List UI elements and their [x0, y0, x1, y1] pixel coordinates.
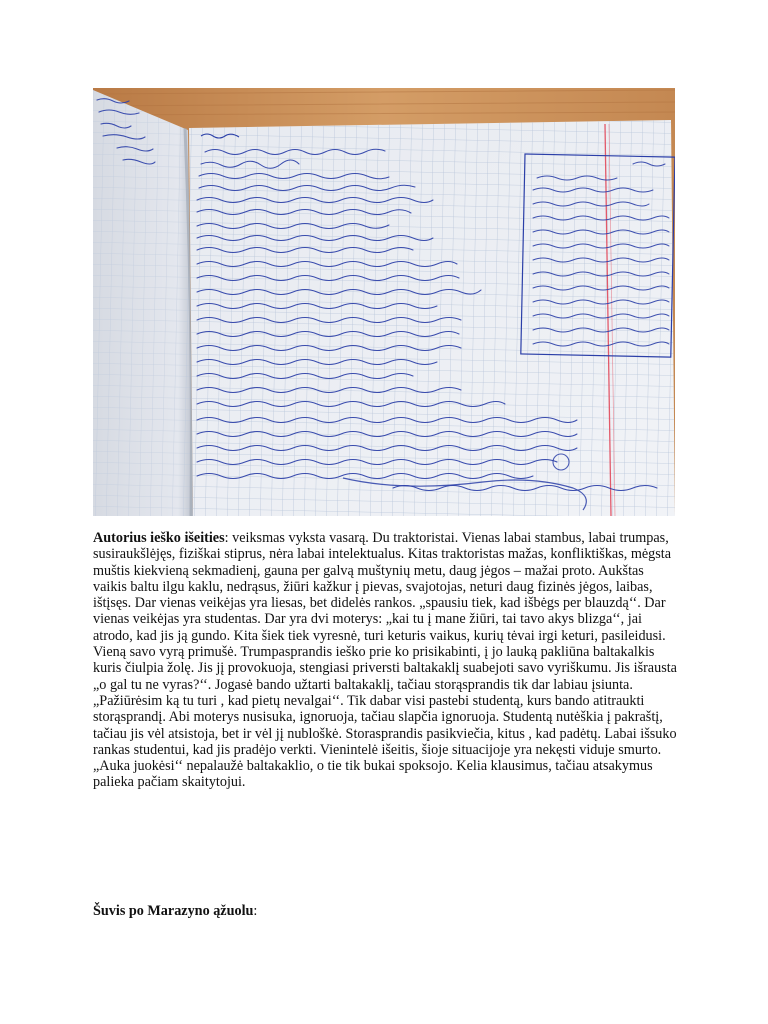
section-heading — [93, 903, 257, 919]
summary-body: : veiksmas vyksta vasarą. Du traktoristai. Vienas labai stambus, labai trumpas, susiraukšlėjęs, fiziškai stiprus, nėra labai intelektualus. Kitas traktoristas mažas, konfliktiškas, mėgsta muštis kiekvieną sekmadienį, gauna per galvą muštynių metu, daug jėgos – mažai proto. Aukštas vaikis baltu ilgu kaklu, nedrąsus, žiūri kažkur į pievas, svajotojas, neturi daug fizinės jėgos, laibas, ištįsęs. Dar vienas veikėjas yra liesas, bet didelės rankos. „spausiu tiek, kad išbėgs per blauzdą‘‘. Dar vienas veikėjas yra studentas. Dar yra dvi moterys: „kai tu į mane žiūri, tai tavo akys blizga‘‘, jai atrodo, kad jis ją gundo. Kita šiek tiek vyresnė, turi keturis vaikus, kurių tėvai irgi keturi, pasileidusi. Vieną savo vyrą primušė. Trumpasprandis ieško prie ko prisikabinti, į jo lauką pakliūna baltakalkis kuris čiulpia žolę. Jis jį provokuoja, stengiasi priversti baltakaklį suabejoti savo vyriškumu. Jis išrausta „o gal tu ne vyras?‘‘. Jogasė bando užtarti baltakaklį, tačiau storąsprandis tik dar labiau įsiunta. „Pažiūrėsim ką tu turi , kad pietų nevalgai‘‘. Tik dabar visi pastebi studentą, kurs bando atitraukti storąsprandį. Abi moterys nusisuka, ignoruoja, tačiau slapčia ignoruoja. Studentą nutėškia į pakraštį, tačiau jis vėl atsistoja, bet ir vėl jį nubloškė. Storasprandis pasikviečia, kitus , kad padėtų. Labai išsuko rankas studentui, kad jis pradėjo verkti. Vienintelė išeitis, šioje situacijoje yra nekęsti viduje smurto. „Auka juokėsi‘‘ nepalaužė baltakaklio, o tie tik bukai spoksojo. Kelia klausimus, tačiau atsakymus palieka pačiam skaitytojui. — [93, 530, 677, 791]
summary-heading: Autorius ieško išeities — [93, 530, 225, 546]
summary-paragraph — [93, 530, 678, 791]
notebook-photo — [93, 88, 675, 516]
section-heading-title: Šuvis po Marazyno ąžuolu — [93, 903, 254, 919]
section-heading-colon: : — [253, 903, 258, 919]
